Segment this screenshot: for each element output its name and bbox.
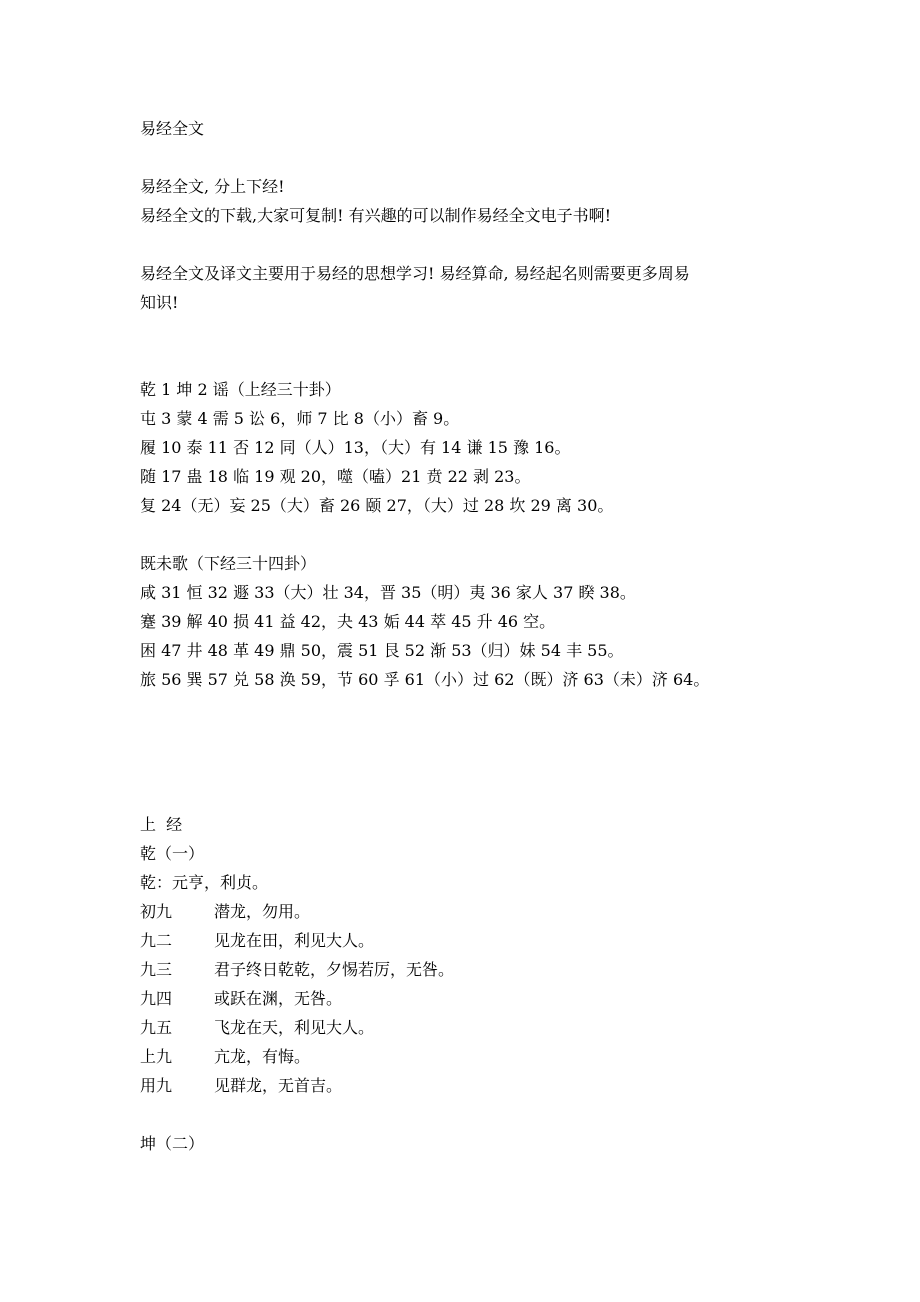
lower-song-line: 旅 56 巽 57 兑 58 涣 59，节 60 孚 61（小）过 62（既）济 63（未）济 64。 (140, 670, 710, 689)
intro-line-3: 易经全文及译文主要用于易经的思想学习! 易经算命, 易经起名则需要更多周易 (140, 264, 690, 283)
section-heading-upper-classic: 上 经 (140, 815, 183, 834)
line-text: 亢龙，有悔。 (214, 1047, 311, 1066)
upper-song-line: 履 10 泰 11 否 12 同（人）13，（大）有 14 谦 15 豫 16。 (140, 438, 571, 457)
upper-song-line: 复 24（无）妄 25（大）畜 26 颐 27，（大）过 28 坎 29 离 30。 (140, 496, 614, 515)
lower-song-line: 困 47 井 48 革 49 鼎 50，震 51 艮 52 渐 53（归）妹 54 丰 55。 (140, 641, 624, 660)
line-label: 九五 (140, 1018, 173, 1037)
intro-line-4: 知识! (140, 293, 179, 312)
line-text: 或跃在渊，无咎。 (214, 989, 343, 1008)
intro-line-2: 易经全文的下载,大家可复制! 有兴趣的可以制作易经全文电子书啊! (140, 206, 612, 225)
hexagram-line (140, 1071, 342, 1100)
lower-song-line: 蹇 39 解 40 损 41 益 42，夬 43 姤 44 萃 45 升 46 空。 (140, 612, 556, 631)
line-label: 用九 (140, 1076, 173, 1095)
lower-song-line: 咸 31 恒 32 遯 33（大）壮 34，晋 35（明）夷 36 家人 37 睽 38。 (140, 583, 636, 602)
line-text: 潜龙，勿用。 (214, 902, 311, 921)
hexagram-line (140, 1042, 310, 1071)
line-label: 上九 (140, 1047, 173, 1066)
hexagram-line (140, 984, 342, 1013)
intro-line-1: 易经全文, 分上下经! (140, 177, 285, 196)
upper-song-heading: 乾 1 坤 2 谣（上经三十卦） (140, 380, 341, 399)
line-label: 九四 (140, 989, 173, 1008)
line-text: 飞龙在天，利见大人。 (214, 1018, 375, 1037)
hexagram-line (140, 955, 454, 984)
next-hexagram-title: 坤（二） (140, 1134, 205, 1153)
hexagram-judgement: 乾：元亨，利贞。 (140, 873, 269, 892)
line-text: 见群龙，无首吉。 (214, 1076, 343, 1095)
lower-song-heading: 既未歌（下经三十四卦） (140, 554, 317, 573)
hexagram-title: 乾（一） (140, 844, 205, 863)
hexagram-line (140, 926, 374, 955)
line-text: 君子终日乾乾，夕惕若厉，无咎。 (214, 960, 455, 979)
line-text: 见龙在田，利见大人。 (214, 931, 375, 950)
upper-song-line: 随 17 蛊 18 临 19 观 20，噬（嗑）21 贲 22 剥 23。 (140, 467, 531, 486)
line-label: 九三 (140, 960, 173, 979)
line-label: 九二 (140, 931, 173, 950)
upper-song-line: 屯 3 蒙 4 需 5 讼 6，师 7 比 8（小）畜 9。 (140, 409, 460, 428)
hexagram-line (140, 897, 310, 926)
line-label: 初九 (140, 902, 173, 921)
hexagram-line (140, 1013, 374, 1042)
document-title: 易经全文 (140, 119, 205, 138)
